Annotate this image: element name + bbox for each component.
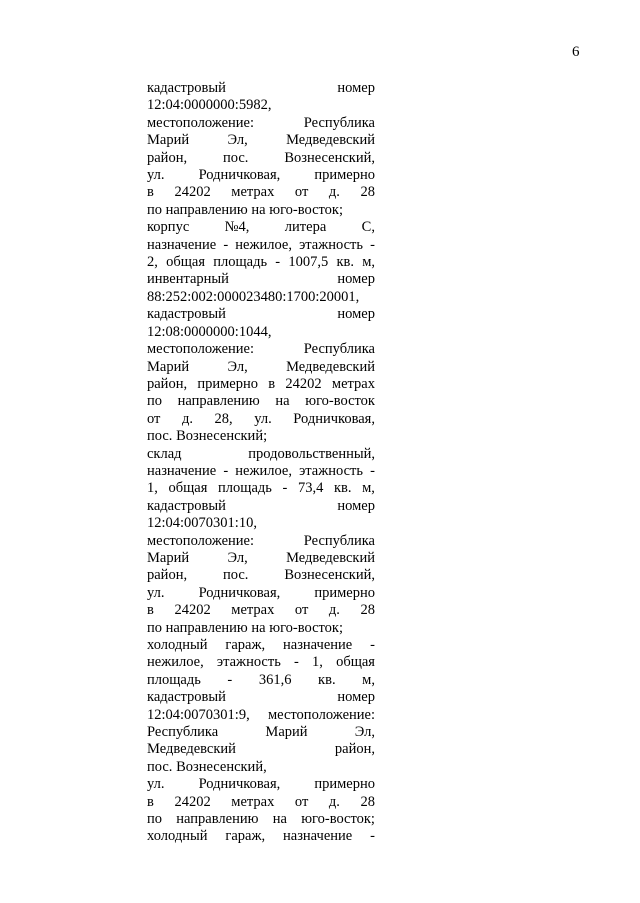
word: район, (334, 741, 375, 758)
word: на (272, 811, 287, 828)
word: примерно (314, 167, 375, 184)
word: кв. (333, 480, 352, 497)
word: Марий (147, 132, 190, 149)
text-line (147, 741, 375, 758)
text-line (147, 672, 375, 689)
text-line (147, 428, 375, 445)
word: направлению (165, 619, 252, 636)
word: этажность (299, 462, 364, 479)
word: общая (166, 254, 205, 271)
word: от (294, 602, 309, 619)
text-line (147, 132, 375, 149)
word: 73,4 (297, 480, 324, 497)
text-line (147, 271, 375, 288)
word: д. (328, 793, 340, 810)
word: С, (361, 219, 375, 236)
word: на (251, 201, 270, 218)
word: 12:04:0000000:5982, (147, 97, 272, 114)
word: - (223, 462, 229, 479)
word: номер (337, 271, 375, 288)
word: от (294, 793, 309, 810)
text-line (147, 202, 375, 219)
word: площадь (213, 254, 268, 271)
word: гараж, (225, 828, 266, 845)
word: 28 (360, 184, 375, 201)
text-line (147, 794, 375, 811)
word: холодный (147, 828, 208, 845)
word: номер (337, 80, 375, 96)
word: кв. (336, 254, 354, 271)
word: - (294, 654, 299, 671)
word: по (147, 619, 166, 636)
word: по (147, 201, 166, 218)
word: юго-восток (305, 393, 375, 410)
word: от (294, 184, 309, 201)
text-line (147, 828, 375, 845)
word: 12:04:0070301:9, (147, 706, 250, 723)
word: Эл, (227, 358, 248, 375)
word: пос. (223, 567, 249, 584)
word: Медведевский (286, 549, 375, 566)
word: м, (362, 480, 375, 497)
word: на (275, 393, 290, 410)
word: Эл, (227, 549, 248, 566)
word: 28, (214, 410, 233, 427)
word: литера (284, 219, 327, 236)
word: 28 (360, 602, 375, 619)
word: Эл, (227, 132, 248, 149)
word: направлению (177, 393, 260, 410)
word: Марий (147, 358, 190, 375)
page-number: 6 (572, 44, 580, 60)
word: Медведевский (147, 741, 236, 758)
word: номер (337, 497, 375, 514)
text-line (147, 167, 375, 184)
text-line (147, 463, 375, 480)
text-line (147, 637, 375, 654)
word: пос. (223, 149, 249, 166)
text-line (147, 498, 375, 515)
word: общая (168, 480, 208, 497)
word: д. (181, 410, 193, 427)
word: Вознесенский, (284, 567, 375, 584)
text-line (147, 550, 375, 567)
word: пос. (147, 428, 177, 445)
word: Эл, (354, 724, 375, 741)
word: м, (362, 254, 375, 271)
text-line (147, 515, 375, 532)
text-line (147, 341, 375, 358)
word: местоположение: (147, 114, 254, 131)
word: от (147, 410, 161, 427)
word: Вознесенский, (284, 149, 375, 166)
word: холодный (147, 637, 208, 653)
text-line (147, 254, 375, 271)
word: метрах (231, 793, 275, 810)
word: - (370, 236, 375, 253)
text-line (147, 776, 375, 793)
word: в (268, 375, 276, 392)
word: направлению (165, 201, 252, 218)
text-line (147, 184, 375, 201)
word: Родничковая, (198, 584, 281, 601)
word: Республика (147, 724, 219, 741)
word: площадь (147, 671, 201, 688)
word: кадастровый (147, 689, 226, 706)
word: Вознесенский, (176, 758, 267, 775)
word: Родничковая, (198, 776, 281, 793)
text-line (147, 306, 375, 323)
word: площадь (218, 480, 272, 497)
word: на (251, 619, 270, 636)
word: Родничковая, (198, 167, 281, 184)
text-line (147, 289, 375, 306)
word: юго-восток; (269, 619, 343, 636)
word: 1007,5 (288, 254, 329, 271)
word: 88:252:002:000023480:1700:20001, (147, 288, 360, 305)
text-line (147, 446, 375, 463)
word: д. (328, 184, 340, 201)
word: этажность (299, 236, 364, 253)
word: юго-восток; (269, 201, 343, 218)
word: 24202 (174, 602, 211, 619)
body-text-column (147, 80, 375, 846)
word: 1, (312, 654, 323, 671)
word: ул. (147, 776, 165, 793)
text-line (147, 80, 375, 97)
word: Марий (265, 724, 308, 741)
word: 24202 (174, 793, 211, 810)
word: 361,6 (258, 671, 292, 688)
word: нежилое, (235, 236, 292, 253)
text-line (147, 115, 375, 132)
word: примерно (314, 584, 375, 601)
word: гараж, (225, 637, 266, 653)
word: район, (147, 567, 188, 584)
word: Республика (303, 532, 375, 549)
word: - (370, 637, 375, 653)
word: кв. (318, 671, 336, 688)
text-line (147, 533, 375, 550)
word: район, (147, 149, 188, 166)
text-line (147, 324, 375, 341)
word: примерно (314, 776, 375, 793)
word: кадастровый (147, 497, 226, 514)
word: ул. (147, 584, 165, 601)
word: Вознесенский; (176, 428, 268, 445)
word: продовольственный, (248, 445, 375, 462)
word: назначение (283, 828, 353, 845)
text-line (147, 654, 375, 671)
word: 1, (147, 480, 158, 497)
word: в (147, 184, 154, 201)
word: - (227, 671, 233, 688)
word: назначение (283, 637, 353, 653)
word: по (147, 393, 163, 410)
word: м, (362, 671, 375, 688)
word: назначение (147, 236, 217, 253)
word: общая (336, 654, 375, 671)
word: нежилое, (235, 462, 292, 479)
word: Республика (303, 114, 375, 131)
word: д. (328, 602, 340, 619)
word: номер (337, 306, 375, 323)
text-line (147, 811, 375, 828)
word: в (147, 602, 154, 619)
text-line (147, 707, 375, 724)
word: - (223, 236, 229, 253)
text-line (147, 393, 375, 410)
word: местоположение: (268, 706, 375, 723)
word: 12:08:0000000:1044, (147, 323, 272, 340)
word: примерно (197, 375, 259, 392)
word: - (370, 828, 375, 845)
word: по (147, 811, 163, 828)
text-line (147, 237, 375, 254)
word: местоположение: (147, 341, 254, 358)
word: №4, (224, 219, 250, 236)
word: местоположение: (147, 532, 254, 549)
word: метрах (231, 602, 275, 619)
word: Республика (303, 341, 375, 358)
word: ул. (254, 410, 272, 427)
word: Марий (147, 549, 190, 566)
word: район, (147, 375, 188, 392)
word: назначение (147, 462, 217, 479)
word: нежилое, (147, 654, 204, 671)
word: корпус (147, 219, 190, 236)
text-line (147, 97, 375, 114)
word: 28 (360, 793, 375, 810)
word: Медведевский (286, 358, 375, 375)
word: метрах (331, 375, 375, 392)
text-line (147, 689, 375, 706)
word: направлению (176, 811, 259, 828)
word: пос. (147, 758, 177, 775)
word: ул. (147, 167, 165, 184)
text-line (147, 376, 375, 393)
text-line (147, 219, 375, 236)
word: метрах (231, 184, 275, 201)
word: 12:04:0070301:10, (147, 515, 257, 532)
word: 24202 (174, 184, 211, 201)
text-line (147, 150, 375, 167)
text-line (147, 567, 375, 584)
word: 24202 (285, 375, 322, 392)
text-line (147, 759, 375, 776)
word: Родничковая, (293, 410, 375, 427)
text-line (147, 480, 375, 497)
text-line (147, 359, 375, 376)
word: этажность (216, 654, 281, 671)
word: - (370, 462, 375, 479)
text-line (147, 724, 375, 741)
word: - (282, 480, 288, 497)
text-line (147, 620, 375, 637)
text-line (147, 585, 375, 602)
word: 2, (147, 254, 158, 271)
text-line (147, 602, 375, 619)
word: номер (337, 689, 375, 706)
word: Медведевский (286, 132, 375, 149)
word: - (275, 254, 281, 271)
word: в (147, 793, 154, 810)
word: склад (147, 445, 182, 462)
word: юго-восток; (301, 811, 375, 828)
word: кадастровый (147, 80, 226, 96)
word: инвентарный (147, 271, 229, 288)
word: кадастровый (147, 306, 226, 323)
text-line (147, 411, 375, 428)
